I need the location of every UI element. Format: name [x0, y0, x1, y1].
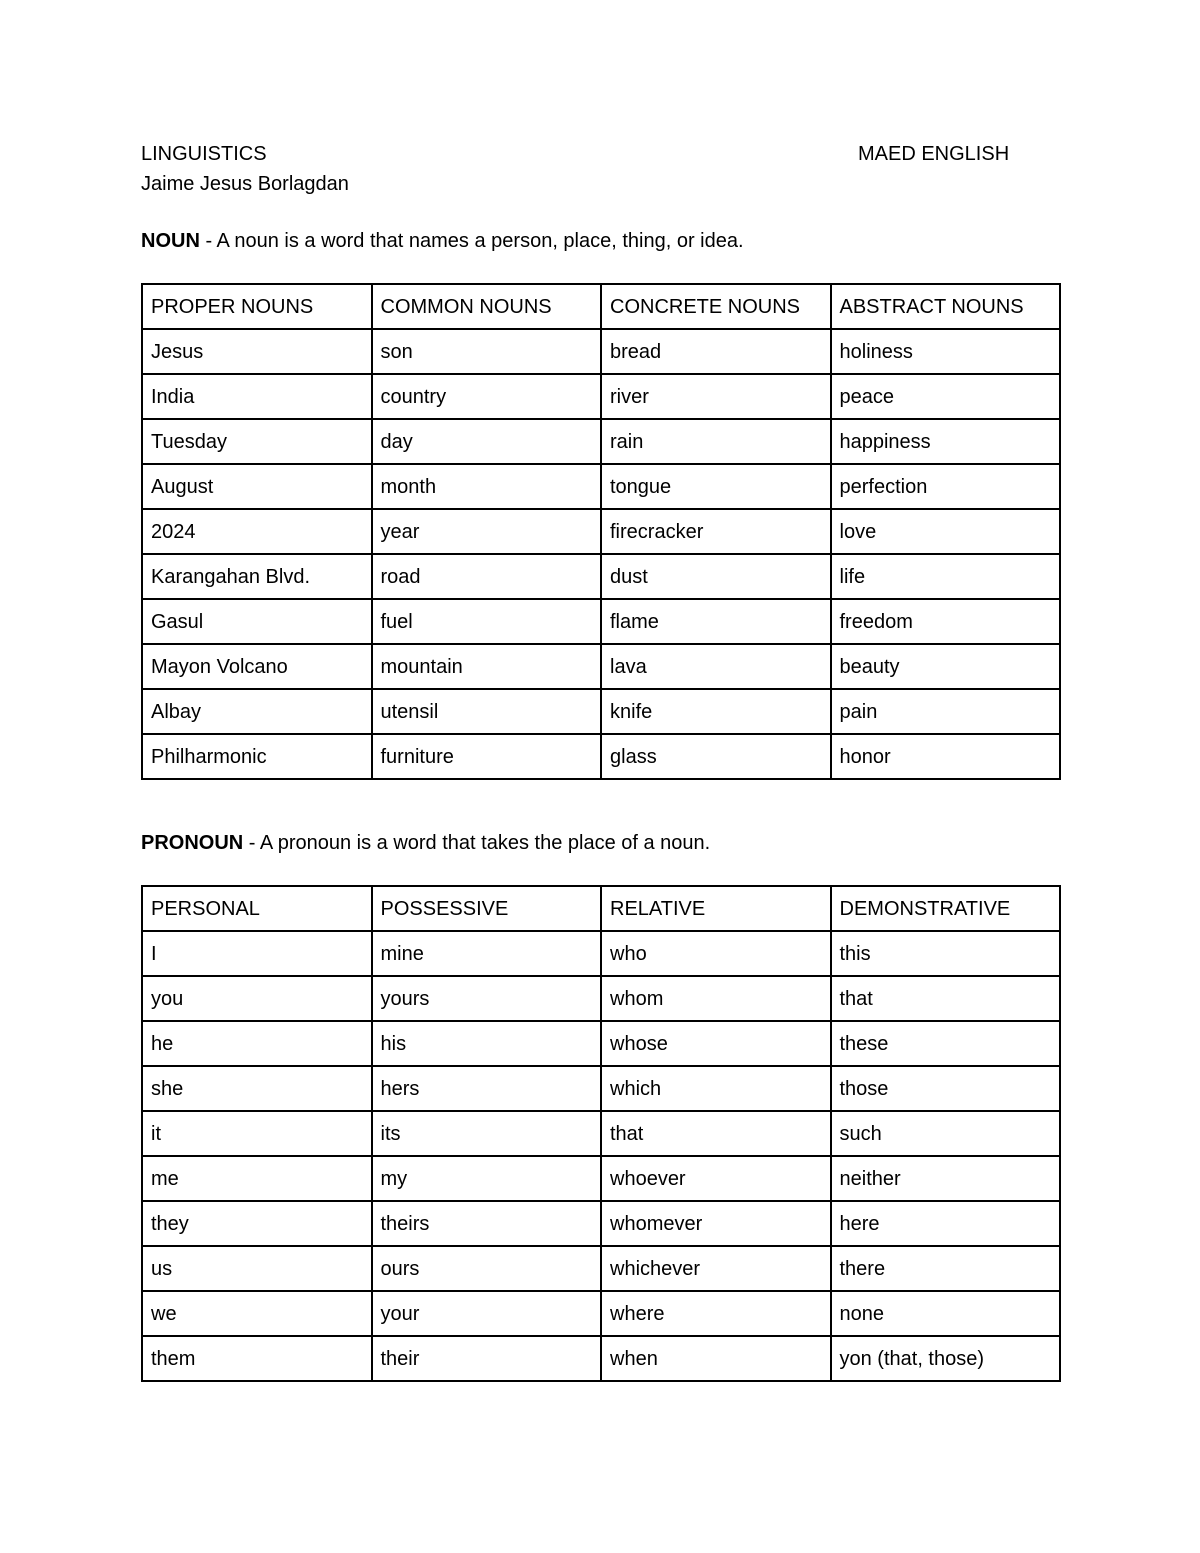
table-cell: Tuesday: [142, 419, 372, 464]
table-row: [142, 644, 1060, 689]
table-cell: whom: [601, 976, 831, 1021]
table-cell: whoever: [601, 1156, 831, 1201]
table-cell: whichever: [601, 1246, 831, 1291]
table-cell: your: [372, 1291, 602, 1336]
table-cell: utensil: [372, 689, 602, 734]
table-cell: I: [142, 931, 372, 976]
noun-term: NOUN: [141, 230, 200, 252]
table-cell: road: [372, 554, 602, 599]
table-cell: there: [831, 1246, 1061, 1291]
noun-definition-text: - A noun is a word that names a person, place, thing, or idea.: [199, 230, 744, 252]
table-cell: dust: [601, 554, 831, 599]
noun-table: [141, 283, 1061, 780]
table-cell: bread: [601, 329, 831, 374]
table-cell: knife: [601, 689, 831, 734]
table-cell: Gasul: [142, 599, 372, 644]
table-cell: honor: [831, 734, 1061, 779]
pronoun-definition-text: - A pronoun is a word that takes the place of a noun.: [243, 832, 711, 854]
table-cell: day: [372, 419, 602, 464]
table-cell: he: [142, 1021, 372, 1066]
table-cell: Mayon Volcano: [142, 644, 372, 689]
table-cell: she: [142, 1066, 372, 1111]
table-cell: pain: [831, 689, 1061, 734]
table-cell: them: [142, 1336, 372, 1381]
table-cell: these: [831, 1021, 1061, 1066]
table-cell: which: [601, 1066, 831, 1111]
table-row: [142, 1021, 1060, 1066]
table-cell: it: [142, 1111, 372, 1156]
table-cell: where: [601, 1291, 831, 1336]
table-row: [142, 689, 1060, 734]
noun-column-header: PROPER NOUNS: [142, 284, 372, 329]
pronoun-table: [141, 885, 1061, 1382]
table-cell: such: [831, 1111, 1061, 1156]
table-row: [142, 1336, 1060, 1381]
table-row: [142, 1111, 1060, 1156]
pronoun-column-header: RELATIVE: [601, 886, 831, 931]
table-cell: when: [601, 1336, 831, 1381]
table-cell: perfection: [831, 464, 1061, 509]
table-cell: rain: [601, 419, 831, 464]
table-cell: neither: [831, 1156, 1061, 1201]
table-cell: lava: [601, 644, 831, 689]
noun-column-header: COMMON NOUNS: [372, 284, 602, 329]
table-row: [142, 374, 1060, 419]
table-cell: that: [831, 976, 1061, 1021]
table-row: [142, 1291, 1060, 1336]
table-cell: month: [372, 464, 602, 509]
table-cell: August: [142, 464, 372, 509]
table-cell: Jesus: [142, 329, 372, 374]
table-row: [142, 734, 1060, 779]
table-cell: yours: [372, 976, 602, 1021]
table-row: [142, 329, 1060, 374]
table-cell: love: [831, 509, 1061, 554]
table-row: [142, 1201, 1060, 1246]
table-cell: glass: [601, 734, 831, 779]
table-cell: freedom: [831, 599, 1061, 644]
table-cell: their: [372, 1336, 602, 1381]
table-cell: here: [831, 1201, 1061, 1246]
pronoun-column-header: POSSESSIVE: [372, 886, 602, 931]
table-cell: peace: [831, 374, 1061, 419]
pronoun-column-header: DEMONSTRATIVE: [831, 886, 1061, 931]
program-name: MAED ENGLISH: [858, 143, 1010, 165]
table-cell: furniture: [372, 734, 602, 779]
table-row: [142, 554, 1060, 599]
table-cell: river: [601, 374, 831, 419]
table-cell: none: [831, 1291, 1061, 1336]
table-cell: us: [142, 1246, 372, 1291]
table-cell: we: [142, 1291, 372, 1336]
table-cell: life: [831, 554, 1061, 599]
pronoun-term: PRONOUN: [141, 832, 244, 854]
table-row: [142, 419, 1060, 464]
table-cell: Philharmonic: [142, 734, 372, 779]
table-cell: whose: [601, 1021, 831, 1066]
table-cell: this: [831, 931, 1061, 976]
table-row: [142, 464, 1060, 509]
table-cell: Karangahan Blvd.: [142, 554, 372, 599]
table-cell: those: [831, 1066, 1061, 1111]
table-cell: me: [142, 1156, 372, 1201]
table-cell: you: [142, 976, 372, 1021]
table-cell: its: [372, 1111, 602, 1156]
noun-table-header-row: [142, 284, 1060, 329]
table-cell: my: [372, 1156, 602, 1201]
table-row: [142, 599, 1060, 644]
table-row: [142, 1066, 1060, 1111]
table-row: [142, 976, 1060, 1021]
table-cell: beauty: [831, 644, 1061, 689]
table-cell: son: [372, 329, 602, 374]
table-cell: year: [372, 509, 602, 554]
table-cell: his: [372, 1021, 602, 1066]
table-cell: mountain: [372, 644, 602, 689]
table-cell: firecracker: [601, 509, 831, 554]
table-cell: hers: [372, 1066, 602, 1111]
table-cell: holiness: [831, 329, 1061, 374]
pronoun-table-header-row: [142, 886, 1060, 931]
table-row: [142, 1246, 1060, 1291]
table-cell: ours: [372, 1246, 602, 1291]
table-row: [142, 931, 1060, 976]
table-cell: country: [372, 374, 602, 419]
pronoun-column-header: PERSONAL: [142, 886, 372, 931]
pronoun-definition: [141, 831, 710, 855]
table-cell: fuel: [372, 599, 602, 644]
noun-column-header: ABSTRACT NOUNS: [831, 284, 1061, 329]
table-cell: yon (that, those): [831, 1336, 1061, 1381]
table-cell: happiness: [831, 419, 1061, 464]
table-cell: who: [601, 931, 831, 976]
noun-column-header: CONCRETE NOUNS: [601, 284, 831, 329]
table-cell: India: [142, 374, 372, 419]
table-cell: 2024: [142, 509, 372, 554]
table-cell: whomever: [601, 1201, 831, 1246]
noun-definition: [141, 229, 744, 253]
table-cell: flame: [601, 599, 831, 644]
table-cell: Albay: [142, 689, 372, 734]
table-cell: that: [601, 1111, 831, 1156]
table-cell: tongue: [601, 464, 831, 509]
table-cell: mine: [372, 931, 602, 976]
table-cell: theirs: [372, 1201, 602, 1246]
table-row: [142, 1156, 1060, 1201]
course-title: LINGUISTICS: [141, 143, 267, 165]
table-row: [142, 509, 1060, 554]
table-cell: they: [142, 1201, 372, 1246]
author-name: Jaime Jesus Borlagdan: [141, 173, 349, 195]
